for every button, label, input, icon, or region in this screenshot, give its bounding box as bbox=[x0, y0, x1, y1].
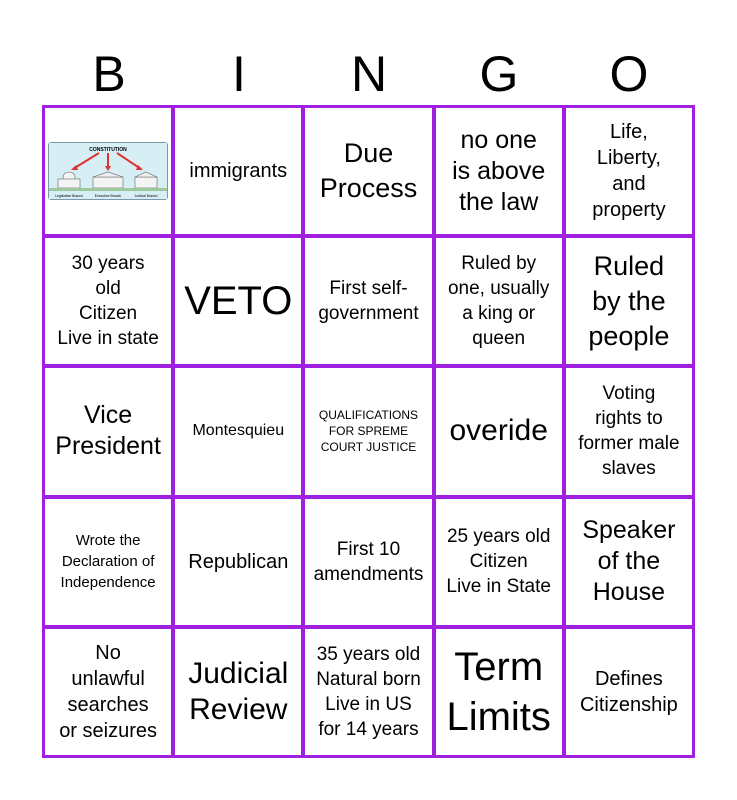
cell-text: Wrote the Declaration of Independence bbox=[60, 532, 156, 592]
bingo-cell[interactable] bbox=[305, 499, 431, 625]
header-letter-o: O bbox=[609, 46, 649, 102]
header-letter-b: B bbox=[92, 46, 126, 102]
cell-text: Montesquieu bbox=[192, 422, 285, 440]
header-letter-n: N bbox=[350, 46, 388, 102]
cell-text: Judicial Review bbox=[188, 656, 289, 726]
bingo-cell[interactable] bbox=[436, 108, 562, 234]
cell-text: 35 years old Natural born Live in US for 14 years bbox=[316, 643, 421, 740]
cell-text: QUALIFICATIONS FOR SPREME COURT JUSTICE bbox=[318, 408, 419, 455]
header-letter-i: I bbox=[232, 46, 246, 102]
cell-text: Ruled by the people bbox=[588, 250, 670, 351]
bingo-cell[interactable] bbox=[305, 629, 431, 755]
bingo-cell[interactable] bbox=[45, 108, 171, 234]
cell-text: Voting rights to former male slaves bbox=[578, 383, 680, 480]
bingo-cell[interactable] bbox=[436, 499, 562, 625]
image-label-legislative: Legislative Branch bbox=[55, 194, 83, 199]
cell-text: Defines Citizenship bbox=[579, 667, 678, 716]
cell-text: Term Limits bbox=[446, 644, 551, 739]
bingo-cell[interactable] bbox=[45, 629, 171, 755]
cell-text: immigrants bbox=[189, 160, 288, 183]
cell-text: overide bbox=[449, 414, 548, 448]
bingo-card bbox=[42, 105, 695, 758]
cell-text: First 10 amendments bbox=[313, 538, 424, 585]
bingo-cell[interactable] bbox=[436, 629, 562, 755]
bingo-cell[interactable] bbox=[566, 238, 692, 364]
bingo-cell[interactable] bbox=[305, 368, 431, 494]
bingo-header bbox=[44, 46, 694, 102]
bingo-cell[interactable] bbox=[45, 368, 171, 494]
cell-text: Ruled by one, usually a king or queen bbox=[447, 253, 550, 350]
bingo-cell[interactable] bbox=[566, 368, 692, 494]
bingo-cell[interactable] bbox=[436, 368, 562, 494]
bingo-cell[interactable] bbox=[305, 238, 431, 364]
cell-text: 25 years old Citizen Live in State bbox=[446, 526, 551, 598]
bingo-cell[interactable] bbox=[436, 238, 562, 364]
cell-text: no one is above the law bbox=[452, 125, 546, 216]
image-label-judicial: Judicial Branch bbox=[134, 194, 158, 199]
image-label-constitution: CONSTITUTION bbox=[89, 147, 127, 154]
bingo-cell[interactable] bbox=[566, 108, 692, 234]
bingo-cell[interactable] bbox=[175, 108, 301, 234]
bingo-cell[interactable] bbox=[45, 238, 171, 364]
cell-text: Republican bbox=[188, 550, 289, 573]
bingo-cell[interactable] bbox=[566, 499, 692, 625]
header-letter-g: G bbox=[479, 46, 519, 102]
bingo-cell[interactable] bbox=[175, 629, 301, 755]
bingo-cell[interactable] bbox=[45, 499, 171, 625]
bingo-cell[interactable] bbox=[566, 629, 692, 755]
cell-text: 30 years old Citizen Live in state bbox=[57, 253, 159, 350]
cell-text: Life, Liberty, and property bbox=[592, 121, 666, 222]
cell-text: First self- government bbox=[318, 278, 419, 325]
bingo-cell[interactable] bbox=[305, 108, 431, 234]
cell-text: VETO bbox=[184, 279, 293, 324]
constitution-branches-image bbox=[48, 142, 168, 200]
bingo-cell[interactable] bbox=[175, 499, 301, 625]
cell-text: No unlawful searches or seizures bbox=[59, 641, 157, 742]
cell-text: Speaker of the House bbox=[582, 516, 676, 607]
cell-text: Vice President bbox=[55, 401, 161, 461]
bingo-cell[interactable] bbox=[175, 238, 301, 364]
image-label-executive: Executive Branch bbox=[94, 194, 122, 199]
cell-text: Due Process bbox=[319, 138, 418, 204]
bingo-cell[interactable] bbox=[175, 368, 301, 494]
